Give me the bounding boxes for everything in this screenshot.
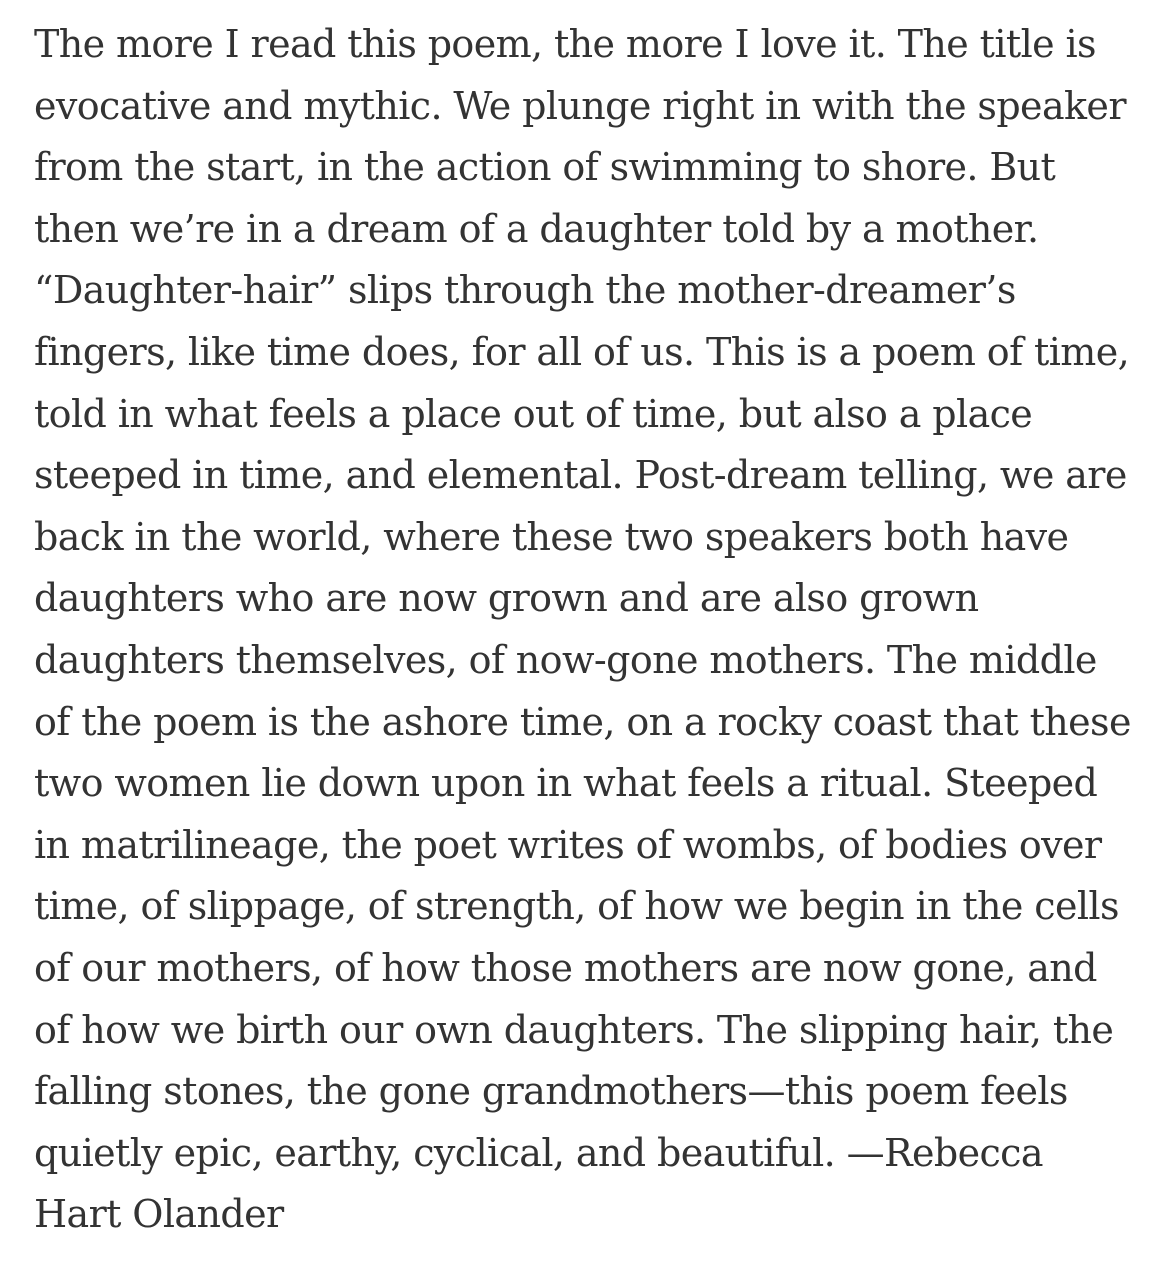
commentary-line: told in what feels a place out of time, but also a place	[34, 391, 1033, 436]
commentary-line: time, of slippage, of strength, of how we begin in the cells	[34, 884, 1119, 929]
commentary-line: evocative and mythic. We plunge right in with the speaker	[34, 83, 1126, 128]
commentary-line: of how we birth our own daughters. The slipping hair, the	[34, 1007, 1114, 1052]
commentary-line: falling stones, the gone grandmothers—this poem feels	[34, 1069, 1068, 1114]
commentary-line: steeped in time, and elemental. Post-dream telling, we are	[34, 453, 1127, 498]
commentary-line: then we’re in a dream of a daughter told by a mother.	[34, 206, 1039, 251]
commentary-line: from the start, in the action of swimming to shore. But	[34, 145, 1056, 190]
commentary-line: fingers, like time does, for all of us. This is a poem of time,	[34, 329, 1130, 374]
commentary-line: Hart Olander	[34, 1192, 284, 1237]
commentary-line: “Daughter-hair” slips through the mother-dreamer’s	[34, 268, 1016, 313]
commentary-line: The more I read this poem, the more I love it. The title is	[34, 22, 1096, 66]
commentary-line: back in the world, where these two speakers both have	[34, 514, 1069, 559]
commentary-line: daughters themselves, of now-gone mothers. The middle	[34, 637, 1097, 682]
commentary-line: of the poem is the ashore time, on a rocky coast that these	[34, 699, 1131, 744]
commentary-line: quietly epic, earthy, cyclical, and beautiful. —Rebecca	[34, 1130, 1043, 1175]
commentary-line: two women lie down upon in what feels a ritual. Steeped	[34, 761, 1098, 806]
commentary-line: of our mothers, of how those mothers are now gone, and	[34, 945, 1097, 990]
commentary-line: in matrilineage, the poet writes of wombs, of bodies over	[34, 822, 1102, 867]
commentary-paragraph	[34, 14, 1134, 1246]
commentary-line: daughters who are now grown and are also grown	[34, 576, 979, 621]
